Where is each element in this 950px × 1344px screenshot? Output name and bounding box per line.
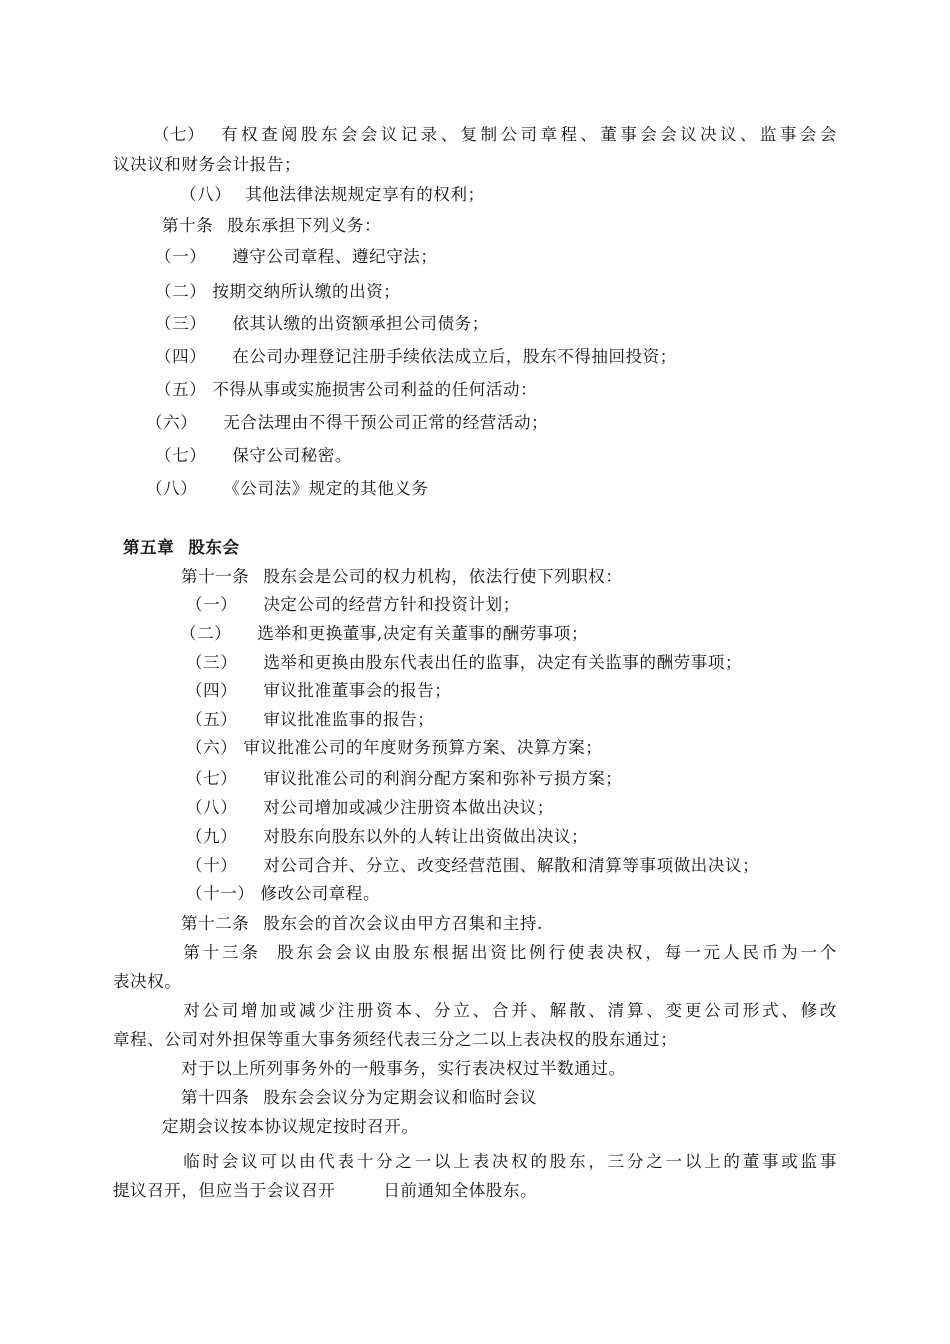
article-title: 第十一条 xyxy=(181,567,250,586)
item-text: 其他法律法规规定享有的权利； xyxy=(245,185,485,204)
article-11-item-4 xyxy=(186,680,451,702)
item-number: （十一） xyxy=(186,884,255,903)
article-10-item-7 xyxy=(155,445,352,467)
article-13-para2-line2: 章程、公司对外担保等重大事务须经代表三分之二以上表决权的股东通过； xyxy=(113,1030,678,1049)
article-title: 第十二条 xyxy=(181,914,250,933)
item-text: 审议批准董事会的报告； xyxy=(263,681,452,700)
item-text: 遵守公司章程、遵纪守法； xyxy=(232,247,438,266)
item-number: （五） xyxy=(155,380,207,399)
item-number: （四） xyxy=(155,347,207,366)
item-number: （八） xyxy=(180,185,232,204)
article-10-item-3 xyxy=(155,313,489,335)
article-title: 第十四条 xyxy=(181,1088,250,1107)
item-text: 对公司增加或减少注册资本做出决议； xyxy=(263,798,555,817)
article-text: 股东会的首次会议由甲方召集和主持. xyxy=(263,914,543,933)
article-12 xyxy=(181,913,543,935)
article-13-line1 xyxy=(113,942,837,964)
item-text: 修改公司章程。 xyxy=(260,884,381,903)
article-14-para3-line1 xyxy=(113,1151,837,1173)
article-14-para3-line2 xyxy=(113,1180,537,1202)
item-text: 无合法理由不得干预公司正常的经营活动； xyxy=(223,413,549,432)
item-text: 审议批准公司的年度财务预算方案、决算方案； xyxy=(243,738,603,757)
item-number: （七） xyxy=(155,446,207,465)
item-number: （三） xyxy=(155,314,207,333)
chapter-title: 第五章 xyxy=(123,538,175,557)
paragraph-text: 对公司增加或减少注册资本、分立、合并、解散、清算、变更公司形式、修改 xyxy=(181,1001,837,1020)
item-number: （二） xyxy=(180,624,232,643)
item-text: 保守公司秘密。 xyxy=(232,446,353,465)
item-text: 选举和更换董事,决定有关董事的酬劳事项； xyxy=(257,624,589,643)
article-11-heading xyxy=(181,566,623,588)
article-title: 第十三条 xyxy=(181,943,261,962)
article-10-item-4 xyxy=(155,346,677,368)
paragraph-text: 日前通知全体股东。 xyxy=(383,1181,538,1200)
article-text: 股东会会议分为定期会议和临时会议 xyxy=(263,1088,538,1107)
article-11-item-9 xyxy=(186,826,588,848)
article-11-item-1 xyxy=(186,594,520,616)
rights-item-8 xyxy=(180,184,485,206)
item-text: 选举和更换由股东代表出任的监事，决定有关监事的酬劳事项； xyxy=(263,653,743,672)
item-number: （九） xyxy=(186,827,238,846)
rights-item-7-line1 xyxy=(113,124,837,146)
chapter-5-heading xyxy=(123,537,240,559)
article-text: 股东会会议由股东根据出资比例行使表决权，每一元人民币为一个 xyxy=(274,943,837,962)
item-text: 按期交纳所认缴的出资； xyxy=(212,282,401,301)
article-10-item-6 xyxy=(146,412,548,434)
article-11-item-11 xyxy=(186,883,380,905)
item-text: 审议批准公司的利润分配方案和弥补亏损方案； xyxy=(263,769,623,788)
article-11-item-8 xyxy=(186,797,554,819)
article-11-item-3 xyxy=(186,652,742,674)
item-number: （十） xyxy=(186,856,238,875)
article-10-item-1 xyxy=(155,246,438,268)
item-number: （二） xyxy=(155,282,207,301)
article-11-item-7 xyxy=(186,768,622,790)
chapter-name: 股东会 xyxy=(188,538,240,557)
article-11-item-10 xyxy=(186,855,759,877)
article-10-item-8 xyxy=(146,478,429,500)
article-10-heading xyxy=(162,215,381,237)
item-text: 有权查阅股东会会议记录、复制公司章程、董事会会议决议、监事会会 xyxy=(218,125,837,144)
item-text: 不得从事或实施损害公司利益的任何活动： xyxy=(212,380,538,399)
item-number: （七） xyxy=(153,125,205,144)
item-text: 对股东向股东以外的人转让出资做出决议； xyxy=(263,827,589,846)
article-10-item-2 xyxy=(155,281,400,303)
article-11-item-2 xyxy=(180,623,588,645)
article-11-item-5 xyxy=(186,709,434,731)
article-11-item-6 xyxy=(186,737,602,759)
item-number: （八） xyxy=(146,479,198,498)
item-number: （七） xyxy=(186,769,238,788)
article-14-para2: 定期会议按本协议规定按时召开。 xyxy=(162,1117,419,1136)
article-13-para2-line1 xyxy=(113,1000,837,1022)
rights-item-7-line2: 议决议和财务会计报告； xyxy=(113,155,302,174)
item-number: （一） xyxy=(155,247,207,266)
item-number: （八） xyxy=(186,798,238,817)
article-text: 股东承担下列义务： xyxy=(227,216,382,235)
item-text: 在公司办理登记注册手续依法成立后，股东不得抽回投资； xyxy=(232,347,677,366)
item-text: 决定公司的经营方针和投资计划； xyxy=(263,595,520,614)
item-number: （六） xyxy=(146,413,198,432)
item-number: （三） xyxy=(186,653,238,672)
item-text: 对公司合并、分立、改变经营范围、解散和清算等事项做出决议； xyxy=(263,856,760,875)
item-number: （一） xyxy=(186,595,238,614)
article-10-item-5 xyxy=(155,379,537,401)
item-text: 依其认缴的出资额承担公司债务； xyxy=(232,314,489,333)
item-text: 审议批准监事的报告； xyxy=(263,710,435,729)
article-13-para3: 对于以上所列事务外的一般事务，实行表决权过半数通过。 xyxy=(181,1059,626,1078)
paragraph-text: 临时会议可以由代表十分之一以上表决权的股东，三分之一以上的董事或监事 xyxy=(181,1152,837,1171)
article-text: 股东会是公司的权力机构，依法行使下列职权： xyxy=(263,567,623,586)
item-number: （五） xyxy=(186,710,238,729)
article-13-line2: 表决权。 xyxy=(113,972,182,991)
article-14 xyxy=(181,1087,537,1109)
item-number: （六） xyxy=(186,738,238,757)
article-title: 第十条 xyxy=(162,216,214,235)
item-number: （四） xyxy=(186,681,238,700)
item-text: 《公司法》规定的其他义务 xyxy=(223,479,429,498)
paragraph-text: 提议召开，但应当于会议召开 xyxy=(113,1181,336,1200)
